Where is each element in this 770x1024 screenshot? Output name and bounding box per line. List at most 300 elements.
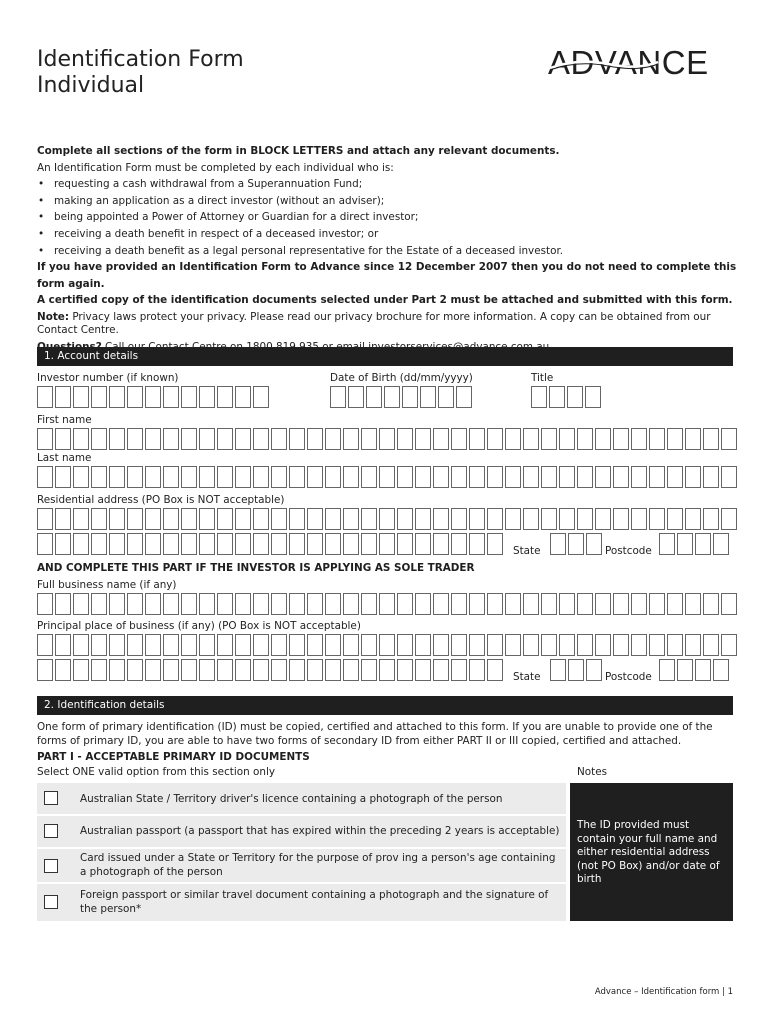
char-box[interactable]	[361, 508, 377, 530]
title-boxes[interactable]	[531, 386, 601, 408]
char-box[interactable]	[330, 386, 346, 408]
char-box[interactable]	[667, 634, 683, 656]
char-box[interactable]	[451, 508, 467, 530]
char-box[interactable]	[613, 508, 629, 530]
char-box[interactable]	[505, 634, 521, 656]
char-box[interactable]	[235, 659, 251, 681]
char-box[interactable]	[181, 466, 197, 488]
char-box[interactable]	[217, 508, 233, 530]
char-box[interactable]	[523, 634, 539, 656]
char-box[interactable]	[307, 593, 323, 615]
char-box[interactable]	[163, 593, 179, 615]
char-box[interactable]	[456, 386, 472, 408]
char-box[interactable]	[703, 634, 719, 656]
char-box[interactable]	[199, 428, 215, 450]
char-box[interactable]	[307, 533, 323, 555]
char-box[interactable]	[397, 593, 413, 615]
char-box[interactable]	[91, 466, 107, 488]
char-box[interactable]	[505, 593, 521, 615]
business-state-boxes[interactable]	[550, 659, 602, 681]
char-box[interactable]	[325, 634, 341, 656]
char-box[interactable]	[613, 593, 629, 615]
char-box[interactable]	[433, 593, 449, 615]
investor-number-boxes[interactable]	[37, 386, 269, 408]
char-box[interactable]	[586, 659, 602, 681]
char-box[interactable]	[721, 508, 737, 530]
char-box[interactable]	[631, 428, 647, 450]
char-box[interactable]	[721, 428, 737, 450]
address-line-2-boxes[interactable]	[37, 533, 503, 555]
char-box[interactable]	[55, 466, 71, 488]
char-box[interactable]	[667, 508, 683, 530]
char-box[interactable]	[109, 659, 125, 681]
char-box[interactable]	[199, 659, 215, 681]
char-box[interactable]	[541, 466, 557, 488]
char-box[interactable]	[325, 533, 341, 555]
char-box[interactable]	[451, 659, 467, 681]
char-box[interactable]	[577, 634, 593, 656]
char-box[interactable]	[343, 533, 359, 555]
char-box[interactable]	[649, 593, 665, 615]
char-box[interactable]	[91, 428, 107, 450]
char-box[interactable]	[181, 634, 197, 656]
char-box[interactable]	[361, 533, 377, 555]
char-box[interactable]	[37, 634, 53, 656]
char-box[interactable]	[217, 659, 233, 681]
char-box[interactable]	[55, 508, 71, 530]
char-box[interactable]	[649, 508, 665, 530]
char-box[interactable]	[91, 508, 107, 530]
postcode-boxes[interactable]	[659, 533, 729, 555]
char-box[interactable]	[469, 466, 485, 488]
char-box[interactable]	[366, 386, 382, 408]
address-line-1-boxes[interactable]	[37, 508, 737, 530]
char-box[interactable]	[415, 593, 431, 615]
char-box[interactable]	[181, 659, 197, 681]
char-box[interactable]	[667, 466, 683, 488]
char-box[interactable]	[379, 659, 395, 681]
char-box[interactable]	[271, 593, 287, 615]
char-box[interactable]	[595, 466, 611, 488]
char-box[interactable]	[343, 428, 359, 450]
char-box[interactable]	[487, 659, 503, 681]
char-box[interactable]	[289, 593, 305, 615]
char-box[interactable]	[397, 428, 413, 450]
char-box[interactable]	[127, 466, 143, 488]
char-box[interactable]	[343, 508, 359, 530]
char-box[interactable]	[659, 533, 675, 555]
char-box[interactable]	[37, 533, 53, 555]
char-box[interactable]	[469, 593, 485, 615]
char-box[interactable]	[469, 428, 485, 450]
char-box[interactable]	[613, 466, 629, 488]
char-box[interactable]	[271, 659, 287, 681]
business-name-boxes[interactable]	[37, 593, 737, 615]
char-box[interactable]	[667, 428, 683, 450]
char-box[interactable]	[415, 428, 431, 450]
char-box[interactable]	[577, 466, 593, 488]
char-box[interactable]	[559, 634, 575, 656]
char-box[interactable]	[145, 634, 161, 656]
char-box[interactable]	[585, 386, 601, 408]
char-box[interactable]	[73, 428, 89, 450]
char-box[interactable]	[505, 508, 521, 530]
char-box[interactable]	[568, 533, 584, 555]
char-box[interactable]	[217, 428, 233, 450]
char-box[interactable]	[451, 634, 467, 656]
char-box[interactable]	[199, 593, 215, 615]
char-box[interactable]	[649, 634, 665, 656]
char-box[interactable]	[163, 466, 179, 488]
char-box[interactable]	[109, 466, 125, 488]
char-box[interactable]	[613, 634, 629, 656]
char-box[interactable]	[271, 533, 287, 555]
char-box[interactable]	[253, 386, 269, 408]
char-box[interactable]	[163, 634, 179, 656]
char-box[interactable]	[541, 634, 557, 656]
char-box[interactable]	[451, 428, 467, 450]
char-box[interactable]	[163, 386, 179, 408]
char-box[interactable]	[289, 466, 305, 488]
char-box[interactable]	[438, 386, 454, 408]
char-box[interactable]	[91, 533, 107, 555]
char-box[interactable]	[703, 428, 719, 450]
char-box[interactable]	[433, 533, 449, 555]
char-box[interactable]	[348, 386, 364, 408]
char-box[interactable]	[325, 466, 341, 488]
char-box[interactable]	[325, 508, 341, 530]
char-box[interactable]	[199, 533, 215, 555]
char-box[interactable]	[677, 533, 693, 555]
char-box[interactable]	[253, 508, 269, 530]
char-box[interactable]	[613, 428, 629, 450]
char-box[interactable]	[541, 508, 557, 530]
char-box[interactable]	[659, 659, 675, 681]
char-box[interactable]	[127, 533, 143, 555]
char-box[interactable]	[397, 533, 413, 555]
char-box[interactable]	[695, 533, 711, 555]
char-box[interactable]	[415, 634, 431, 656]
char-box[interactable]	[127, 659, 143, 681]
char-box[interactable]	[595, 593, 611, 615]
char-box[interactable]	[307, 466, 323, 488]
char-box[interactable]	[397, 466, 413, 488]
char-box[interactable]	[559, 466, 575, 488]
char-box[interactable]	[631, 593, 647, 615]
char-box[interactable]	[289, 428, 305, 450]
char-box[interactable]	[181, 428, 197, 450]
char-box[interactable]	[199, 466, 215, 488]
char-box[interactable]	[451, 466, 467, 488]
char-box[interactable]	[289, 659, 305, 681]
char-box[interactable]	[73, 466, 89, 488]
char-box[interactable]	[163, 508, 179, 530]
char-box[interactable]	[487, 593, 503, 615]
id-option-checkbox-foreign-passport[interactable]	[44, 895, 58, 909]
char-box[interactable]	[451, 593, 467, 615]
char-box[interactable]	[577, 508, 593, 530]
char-box[interactable]	[235, 466, 251, 488]
char-box[interactable]	[541, 593, 557, 615]
char-box[interactable]	[402, 386, 418, 408]
char-box[interactable]	[199, 386, 215, 408]
char-box[interactable]	[631, 634, 647, 656]
char-box[interactable]	[217, 466, 233, 488]
char-box[interactable]	[721, 634, 737, 656]
char-box[interactable]	[361, 659, 377, 681]
char-box[interactable]	[703, 593, 719, 615]
char-box[interactable]	[55, 634, 71, 656]
char-box[interactable]	[685, 508, 701, 530]
char-box[interactable]	[549, 386, 565, 408]
char-box[interactable]	[415, 533, 431, 555]
char-box[interactable]	[685, 634, 701, 656]
char-box[interactable]	[73, 634, 89, 656]
char-box[interactable]	[73, 533, 89, 555]
char-box[interactable]	[55, 659, 71, 681]
char-box[interactable]	[568, 659, 584, 681]
char-box[interactable]	[73, 593, 89, 615]
char-box[interactable]	[343, 466, 359, 488]
char-box[interactable]	[181, 533, 197, 555]
char-box[interactable]	[109, 634, 125, 656]
char-box[interactable]	[55, 593, 71, 615]
char-box[interactable]	[667, 593, 683, 615]
char-box[interactable]	[289, 533, 305, 555]
char-box[interactable]	[253, 659, 269, 681]
char-box[interactable]	[379, 508, 395, 530]
char-box[interactable]	[235, 593, 251, 615]
char-box[interactable]	[531, 386, 547, 408]
char-box[interactable]	[145, 593, 161, 615]
char-box[interactable]	[163, 428, 179, 450]
char-box[interactable]	[181, 593, 197, 615]
char-box[interactable]	[235, 533, 251, 555]
char-box[interactable]	[433, 508, 449, 530]
id-option-checkbox-age-card[interactable]	[44, 859, 58, 873]
char-box[interactable]	[307, 508, 323, 530]
char-box[interactable]	[703, 508, 719, 530]
id-option-checkbox-drivers-licence[interactable]	[44, 791, 58, 805]
char-box[interactable]	[559, 593, 575, 615]
char-box[interactable]	[253, 634, 269, 656]
char-box[interactable]	[271, 428, 287, 450]
char-box[interactable]	[325, 593, 341, 615]
char-box[interactable]	[361, 466, 377, 488]
business-address-line-1-boxes[interactable]	[37, 634, 737, 656]
char-box[interactable]	[307, 428, 323, 450]
char-box[interactable]	[433, 428, 449, 450]
char-box[interactable]	[109, 593, 125, 615]
char-box[interactable]	[397, 659, 413, 681]
char-box[interactable]	[487, 533, 503, 555]
char-box[interactable]	[631, 466, 647, 488]
char-box[interactable]	[235, 634, 251, 656]
char-box[interactable]	[127, 634, 143, 656]
char-box[interactable]	[415, 466, 431, 488]
char-box[interactable]	[271, 466, 287, 488]
char-box[interactable]	[550, 659, 566, 681]
char-box[interactable]	[685, 466, 701, 488]
char-box[interactable]	[379, 634, 395, 656]
char-box[interactable]	[145, 428, 161, 450]
char-box[interactable]	[343, 659, 359, 681]
char-box[interactable]	[685, 428, 701, 450]
char-box[interactable]	[695, 659, 711, 681]
char-box[interactable]	[487, 428, 503, 450]
char-box[interactable]	[253, 466, 269, 488]
char-box[interactable]	[379, 428, 395, 450]
char-box[interactable]	[595, 428, 611, 450]
char-box[interactable]	[181, 508, 197, 530]
char-box[interactable]	[145, 386, 161, 408]
char-box[interactable]	[469, 659, 485, 681]
char-box[interactable]	[235, 508, 251, 530]
char-box[interactable]	[649, 428, 665, 450]
char-box[interactable]	[631, 508, 647, 530]
char-box[interactable]	[163, 659, 179, 681]
char-box[interactable]	[271, 508, 287, 530]
char-box[interactable]	[384, 386, 400, 408]
char-box[interactable]	[145, 659, 161, 681]
char-box[interactable]	[91, 634, 107, 656]
char-box[interactable]	[577, 428, 593, 450]
char-box[interactable]	[343, 593, 359, 615]
char-box[interactable]	[379, 593, 395, 615]
char-box[interactable]	[361, 428, 377, 450]
char-box[interactable]	[415, 659, 431, 681]
business-address-line-2-boxes[interactable]	[37, 659, 503, 681]
char-box[interactable]	[649, 466, 665, 488]
id-option-checkbox-australian-passport[interactable]	[44, 824, 58, 838]
char-box[interactable]	[541, 428, 557, 450]
char-box[interactable]	[109, 386, 125, 408]
char-box[interactable]	[91, 593, 107, 615]
state-boxes[interactable]	[550, 533, 602, 555]
char-box[interactable]	[433, 466, 449, 488]
dob-boxes[interactable]	[330, 386, 472, 408]
char-box[interactable]	[469, 508, 485, 530]
char-box[interactable]	[469, 634, 485, 656]
char-box[interactable]	[325, 428, 341, 450]
char-box[interactable]	[595, 508, 611, 530]
char-box[interactable]	[145, 533, 161, 555]
char-box[interactable]	[109, 533, 125, 555]
char-box[interactable]	[163, 533, 179, 555]
char-box[interactable]	[713, 659, 729, 681]
char-box[interactable]	[235, 386, 251, 408]
char-box[interactable]	[523, 508, 539, 530]
char-box[interactable]	[37, 659, 53, 681]
first-name-boxes[interactable]	[37, 428, 737, 450]
char-box[interactable]	[217, 533, 233, 555]
char-box[interactable]	[127, 386, 143, 408]
char-box[interactable]	[37, 428, 53, 450]
char-box[interactable]	[379, 533, 395, 555]
char-box[interactable]	[487, 466, 503, 488]
char-box[interactable]	[217, 386, 233, 408]
char-box[interactable]	[109, 428, 125, 450]
business-postcode-boxes[interactable]	[659, 659, 729, 681]
char-box[interactable]	[253, 428, 269, 450]
char-box[interactable]	[343, 634, 359, 656]
char-box[interactable]	[523, 428, 539, 450]
char-box[interactable]	[145, 466, 161, 488]
char-box[interactable]	[523, 466, 539, 488]
char-box[interactable]	[397, 508, 413, 530]
char-box[interactable]	[217, 593, 233, 615]
char-box[interactable]	[217, 634, 233, 656]
char-box[interactable]	[721, 466, 737, 488]
char-box[interactable]	[420, 386, 436, 408]
char-box[interactable]	[37, 386, 53, 408]
char-box[interactable]	[523, 593, 539, 615]
char-box[interactable]	[685, 593, 701, 615]
char-box[interactable]	[415, 508, 431, 530]
char-box[interactable]	[469, 533, 485, 555]
last-name-boxes[interactable]	[37, 466, 737, 488]
char-box[interactable]	[325, 659, 341, 681]
char-box[interactable]	[127, 428, 143, 450]
char-box[interactable]	[307, 659, 323, 681]
char-box[interactable]	[199, 508, 215, 530]
char-box[interactable]	[91, 659, 107, 681]
char-box[interactable]	[586, 533, 602, 555]
char-box[interactable]	[451, 533, 467, 555]
char-box[interactable]	[289, 634, 305, 656]
char-box[interactable]	[253, 533, 269, 555]
char-box[interactable]	[37, 508, 53, 530]
char-box[interactable]	[271, 634, 287, 656]
char-box[interactable]	[433, 634, 449, 656]
char-box[interactable]	[397, 634, 413, 656]
char-box[interactable]	[253, 593, 269, 615]
char-box[interactable]	[487, 508, 503, 530]
char-box[interactable]	[595, 634, 611, 656]
char-box[interactable]	[677, 659, 693, 681]
char-box[interactable]	[721, 593, 737, 615]
char-box[interactable]	[145, 508, 161, 530]
char-box[interactable]	[73, 386, 89, 408]
char-box[interactable]	[181, 386, 197, 408]
char-box[interactable]	[703, 466, 719, 488]
char-box[interactable]	[505, 428, 521, 450]
char-box[interactable]	[433, 659, 449, 681]
char-box[interactable]	[235, 428, 251, 450]
char-box[interactable]	[559, 508, 575, 530]
char-box[interactable]	[713, 533, 729, 555]
char-box[interactable]	[379, 466, 395, 488]
char-box[interactable]	[127, 508, 143, 530]
char-box[interactable]	[361, 634, 377, 656]
char-box[interactable]	[73, 508, 89, 530]
char-box[interactable]	[559, 428, 575, 450]
char-box[interactable]	[487, 634, 503, 656]
char-box[interactable]	[91, 386, 107, 408]
char-box[interactable]	[199, 634, 215, 656]
char-box[interactable]	[109, 508, 125, 530]
char-box[interactable]	[289, 508, 305, 530]
char-box[interactable]	[37, 466, 53, 488]
char-box[interactable]	[73, 659, 89, 681]
char-box[interactable]	[550, 533, 566, 555]
char-box[interactable]	[505, 466, 521, 488]
char-box[interactable]	[37, 593, 53, 615]
char-box[interactable]	[55, 386, 71, 408]
char-box[interactable]	[307, 634, 323, 656]
char-box[interactable]	[577, 593, 593, 615]
char-box[interactable]	[127, 593, 143, 615]
